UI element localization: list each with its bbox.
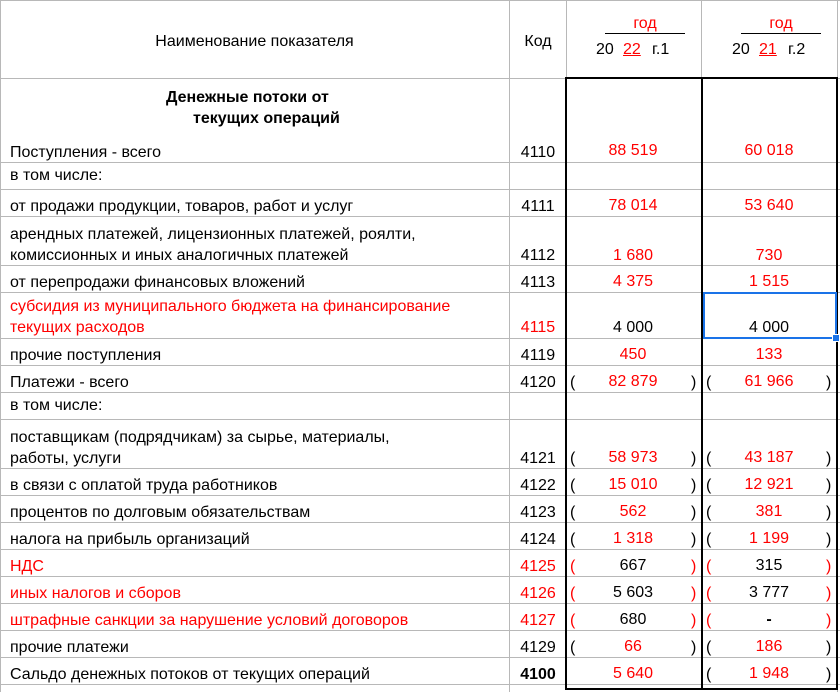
header-col1-prefix: 20 — [596, 41, 614, 58]
grid-line — [0, 684, 840, 685]
row-value-2021[interactable]: 315 — [755, 557, 783, 574]
grid-line — [0, 419, 840, 420]
row-value-2021[interactable]: 3 777 — [748, 584, 790, 601]
fill-handle[interactable] — [832, 334, 840, 342]
row-value-2021[interactable]: 1 199 — [748, 530, 790, 547]
row-name: штрафные санкции за нарушение условий договоров — [10, 612, 409, 629]
paren-close: ) — [691, 639, 697, 656]
paren-close: ) — [691, 558, 697, 575]
grid-line — [0, 657, 840, 658]
paren-open: ( — [570, 374, 576, 391]
grid-line — [0, 216, 840, 217]
row-value-2021[interactable]: 730 — [755, 247, 783, 264]
paren-open: ( — [570, 612, 576, 629]
row-code: 4113 — [520, 274, 556, 291]
paren-open: ( — [706, 585, 712, 602]
value-column-border — [565, 78, 567, 690]
row-value-2021[interactable]: 53 640 — [744, 197, 794, 214]
row-value-2021[interactable]: 61 966 — [744, 373, 794, 390]
row-value-2022[interactable]: 450 — [619, 346, 647, 363]
row-name: прочие поступления — [10, 347, 162, 364]
grid-line — [566, 0, 567, 78]
header-name-column: Наименование показателя — [155, 33, 354, 50]
paren-open: ( — [706, 612, 712, 629]
grid-line — [0, 0, 1, 692]
row-code: 4119 — [520, 347, 556, 364]
row-code: 4123 — [520, 504, 556, 521]
row-name: прочие платежи — [10, 639, 129, 656]
paren-close: ) — [691, 374, 697, 391]
row-value-2022[interactable]: 5 640 — [612, 665, 654, 682]
paren-open: ( — [570, 639, 576, 656]
row-name: иных налогов и сборов — [10, 585, 181, 602]
row-code: 4110 — [520, 144, 556, 161]
row-code: 4111 — [521, 198, 555, 215]
paren-open: ( — [570, 531, 576, 548]
row-code: 4126 — [520, 585, 556, 602]
row-code: 4112 — [520, 247, 556, 264]
paren-close: ) — [691, 450, 697, 467]
row-name: работы, услуги — [10, 450, 122, 467]
row-value-2022[interactable]: 562 — [619, 503, 647, 520]
paren-open: ( — [706, 558, 712, 575]
grid-line — [701, 0, 702, 78]
paren-open: ( — [706, 639, 712, 656]
row-value-2022[interactable]: 1 680 — [612, 247, 654, 264]
grid-line — [0, 468, 840, 469]
header-col2-year: 21 — [759, 41, 777, 58]
row-value-2022[interactable]: 88 519 — [608, 142, 658, 159]
paren-close: ) — [691, 477, 697, 494]
section-title: Денежные потоки от — [166, 89, 329, 106]
row-name: налога на прибыль организаций — [10, 531, 250, 548]
row-name: Сальдо денежных потоков от текущих операций — [10, 666, 370, 683]
row-code: 4129 — [520, 639, 556, 656]
row-code: 4127 — [520, 612, 556, 629]
value-column-border — [565, 688, 838, 690]
paren-open: ( — [706, 477, 712, 494]
row-name: Платежи - всего — [10, 374, 129, 391]
paren-close: ) — [826, 374, 832, 391]
row-name: Поступления - всего — [10, 144, 162, 161]
grid-line — [0, 603, 840, 604]
row-value-2021[interactable]: 381 — [755, 503, 783, 520]
selected-cell[interactable] — [703, 292, 837, 339]
row-value-2022[interactable]: 66 — [624, 638, 642, 655]
header-col1-year: 22 — [623, 41, 641, 58]
paren-close: ) — [826, 639, 832, 656]
row-value-2021[interactable]: 12 921 — [744, 476, 794, 493]
row-value-2021[interactable]: 1 515 — [748, 273, 790, 290]
paren-open: ( — [570, 504, 576, 521]
row-name: субсидия из муниципального бюджета на финансирование — [10, 298, 451, 315]
value-column-border — [836, 78, 838, 690]
row-code: 4120 — [520, 374, 556, 391]
row-code: 4125 — [520, 558, 556, 575]
paren-close: ) — [826, 504, 832, 521]
paren-open: ( — [570, 585, 576, 602]
paren-close: ) — [691, 504, 697, 521]
row-name: НДС — [10, 558, 44, 575]
row-name: поставщикам (подрядчикам) за сырье, материалы, — [10, 429, 390, 446]
row-name: процентов по долговым обязательствам — [10, 504, 311, 521]
row-name: от перепродажи финансовых вложений — [10, 274, 305, 291]
grid-line — [0, 392, 840, 393]
row-value-2022[interactable]: 15 010 — [608, 476, 658, 493]
grid-line — [0, 495, 840, 496]
value-column-border — [565, 77, 838, 79]
row-value-2022[interactable]: 58 973 — [608, 449, 658, 466]
paren-close: ) — [691, 585, 697, 602]
grid-line — [0, 162, 840, 163]
row-value-2022[interactable]: 667 — [619, 557, 647, 574]
paren-open: ( — [570, 450, 576, 467]
grid-line — [509, 0, 510, 692]
grid-line — [0, 522, 840, 523]
paren-close: ) — [826, 585, 832, 602]
row-name: в том числе: — [10, 167, 103, 184]
paren-close: ) — [826, 666, 832, 683]
paren-open: ( — [706, 531, 712, 548]
row-value-2022[interactable]: 78 014 — [608, 197, 658, 214]
header-col2-suffix: г.2 — [788, 41, 806, 58]
paren-open: ( — [706, 666, 712, 683]
row-name: арендных платежей, лицензионных платежей, роялти, — [10, 226, 416, 243]
row-value-2021[interactable]: 43 187 — [744, 449, 794, 466]
row-value-2022[interactable]: 4 375 — [612, 273, 654, 290]
paren-close: ) — [826, 477, 832, 494]
row-code: 4115 — [520, 319, 556, 336]
grid-line — [0, 365, 840, 366]
paren-open: ( — [570, 558, 576, 575]
paren-close: ) — [691, 531, 697, 548]
row-value-2021[interactable]: 60 018 — [744, 142, 794, 159]
row-value-2022[interactable]: 4 000 — [612, 319, 654, 336]
row-code: 4124 — [520, 531, 556, 548]
row-value-2021[interactable]: 1 948 — [748, 665, 790, 682]
grid-line — [0, 549, 840, 550]
paren-close: ) — [826, 558, 832, 575]
paren-open: ( — [706, 374, 712, 391]
row-value-2021[interactable]: 133 — [755, 346, 783, 363]
header-col2-year-label: год — [741, 14, 821, 34]
paren-open: ( — [570, 477, 576, 494]
grid-line — [0, 576, 840, 577]
row-name: текущих расходов — [10, 319, 145, 336]
section-title: текущих операций — [193, 110, 340, 127]
row-value-2022[interactable]: 1 318 — [612, 530, 654, 547]
row-value-2022[interactable]: 5 603 — [612, 584, 654, 601]
row-name: от продажи продукции, товаров, работ и услуг — [10, 198, 354, 215]
header-col1-year-label: год — [605, 14, 685, 34]
paren-close: ) — [691, 612, 697, 629]
row-name: в связи с оплатой труда работников — [10, 477, 278, 494]
grid-line — [0, 189, 840, 190]
grid-line — [0, 265, 840, 266]
row-code: 4122 — [520, 477, 556, 494]
row-name: комиссионных и иных аналогичных платежей — [10, 247, 349, 264]
value-column-border — [701, 78, 703, 690]
row-name: в том числе: — [10, 397, 103, 414]
row-value-2022[interactable]: 680 — [619, 611, 647, 628]
paren-open: ( — [706, 504, 712, 521]
header-code-column: Код — [524, 33, 552, 50]
row-value-2022[interactable]: 82 879 — [608, 373, 658, 390]
grid-line — [0, 630, 840, 631]
paren-close: ) — [826, 531, 832, 548]
paren-close: ) — [826, 450, 832, 467]
row-code: 4121 — [520, 450, 556, 467]
header-col2-prefix: 20 — [732, 41, 750, 58]
paren-open: ( — [706, 450, 712, 467]
header-col1-suffix: г.1 — [652, 41, 670, 58]
paren-close: ) — [826, 612, 832, 629]
row-code: 4100 — [520, 666, 556, 683]
row-value-2021[interactable]: - — [766, 611, 772, 628]
row-value-2021[interactable]: 4 000 — [748, 319, 790, 336]
grid-line — [0, 0, 840, 1]
row-value-2021[interactable]: 186 — [755, 638, 783, 655]
